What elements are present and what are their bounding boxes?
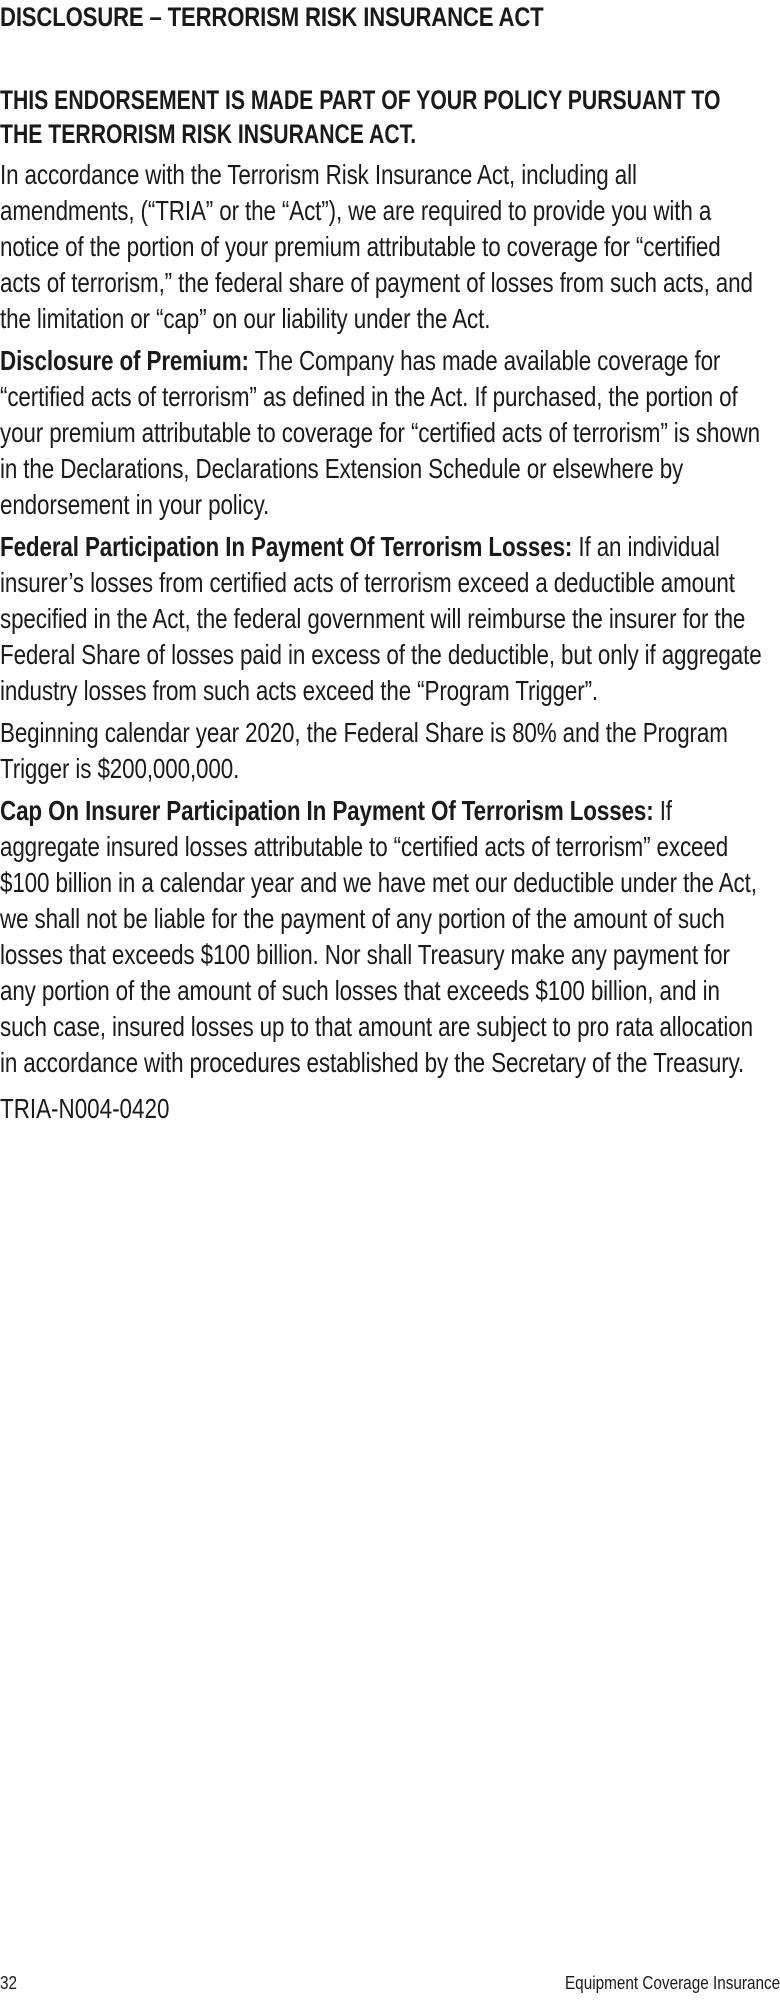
endorsement-heading: THIS ENDORSEMENT IS MADE PART OF YOUR POLICY PURSUANT TO THE TERRORISM RISK INSURANCE ACT. xyxy=(0,85,721,149)
federal-participation-heading: Federal Participation In Payment Of Terrorism Losses: xyxy=(0,531,573,562)
intro-paragraph: In accordance with the Terrorism Risk Insurance Act, including all amendments, (“TRIA” or the “Act”), we are required to provide you with a notice of the portion of your premium attributable to coverage for “certified acts of terrorism,” the federal share of payment of losses from such acts, and the limitation or “cap” on our liability under the Act. xyxy=(0,159,753,334)
page-number: 32 xyxy=(0,1973,18,1993)
cap-body: If aggregate insured losses attributable to “certified acts of terrorism” exceed $100 billion in a calendar year and we have met our deductible under the Act, we shall not be liable for the payment of any portion of the amount of such losses that exceeds $100 billion. Nor shall Treasury make any payment for any portion of the amount of such losses that exceeds $100 billion, and in such case, insured losses up to that amount are subject to pro rata allocation in accordance with procedures established by the Secretary of the Treasury. xyxy=(0,795,757,1078)
cap-heading: Cap On Insurer Participation In Payment Of Terrorism Losses: xyxy=(0,795,654,826)
page-footer xyxy=(0,1971,780,1995)
federal-share-paragraph: Beginning calendar year 2020, the Federal Share is 80% and the Program Trigger is $200,000,000. xyxy=(0,717,728,784)
premium-disclosure-heading: Disclosure of Premium: xyxy=(0,345,249,376)
federal-participation-body: If an individual insurer’s losses from certified acts of terrorism exceed a deductible amount specified in the Act, the federal government will reimburse the insurer for the Federal Share of losses paid in excess of the deductible, but only if aggregate industry losses from such acts exceed the “Program Trigger”. xyxy=(0,531,762,706)
federal-participation-paragraph xyxy=(0,529,766,709)
cap-paragraph xyxy=(0,793,766,1081)
footer-document-name: Equipment Coverage Insurance xyxy=(564,1973,780,1993)
form-number: TRIA-N004-0420 xyxy=(0,1093,170,1124)
premium-disclosure-paragraph xyxy=(0,343,766,523)
document-title: DISCLOSURE – TERRORISM RISK INSURANCE ACT xyxy=(0,2,544,32)
premium-disclosure-body: The Company has made available coverage for “certified acts of terrorism” as defined in the Act. If purchased, the portion of your premium attributable to coverage for “certified acts of terrorism” is shown in the Declarations, Declarations Extension Schedule or elsewhere by endorsement in your policy. xyxy=(0,345,761,520)
